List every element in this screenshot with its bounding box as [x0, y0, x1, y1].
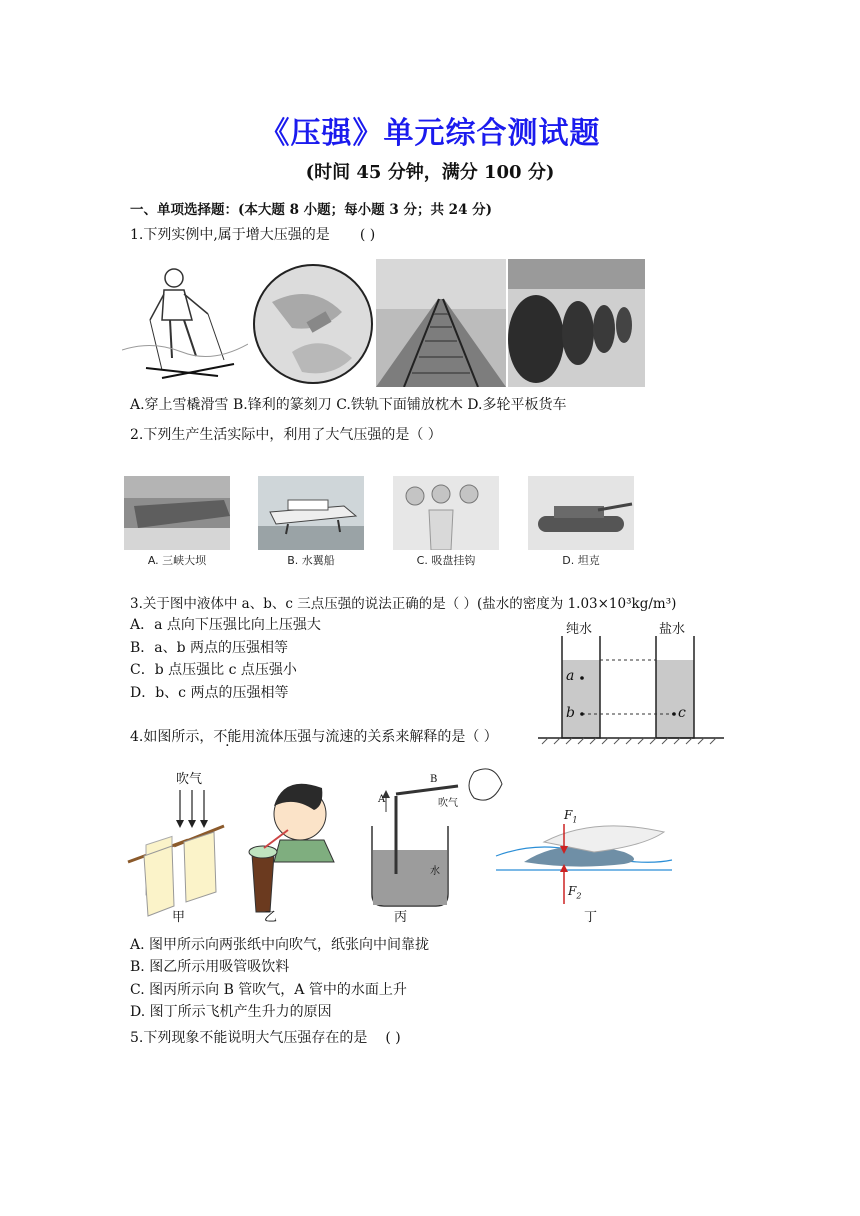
label-blow-2: 吹气: [438, 798, 458, 809]
hydrofoil-image: [258, 476, 364, 550]
label-point-b: b: [566, 705, 575, 721]
tank-image: [528, 476, 634, 550]
suction-hook-image: [393, 476, 499, 550]
question-3-option-d: D．b、c 两点的压强相等: [130, 685, 289, 701]
label-point-a: a: [566, 668, 575, 684]
page-subtitle: (时间 45 分钟，满分 100 分): [305, 162, 555, 183]
question-3-stem: 3.关于图中液体中 a、b、c 三点压强的说法正确的是（ ）(盐水的密度为 1.03×10³kg/m³): [130, 596, 677, 612]
label-bing: 丙: [394, 910, 408, 925]
label-tube-b: B: [430, 774, 438, 785]
label-yi: 乙: [264, 910, 278, 925]
question-3-option-c: C．b 点压强比 c 点压强小: [130, 662, 297, 678]
caption-tank: D. 坦克: [562, 554, 600, 567]
skier-image: [122, 260, 248, 386]
question-3-option-a: A．a 点向下压强比向上压强大: [130, 617, 321, 633]
emphasis-not: 不能: [213, 729, 242, 745]
question-4-stem: 4.如图所示，不能用流体压强与流速的关系来解释的是（ ）: [130, 729, 498, 745]
fluid-pressure-figure: [124, 766, 684, 926]
caption-three-gorges: A. 三峡大坝: [147, 554, 207, 567]
truck-wheels-image: [508, 259, 645, 387]
section-heading: 一、单项选择题：(本大题 8 小题；每小题 3 分；共 24 分): [130, 202, 493, 218]
label-f1: $F_1$: [564, 808, 578, 825]
question-1-options: A.穿上雪橇滑雪 B.锋利的篆刻刀 C.铁轨下面铺放枕木 D.多轮平板货车: [130, 397, 567, 413]
label-tube-a: A: [378, 794, 386, 805]
label-pure-water: 纯水: [566, 622, 593, 637]
question-5-stem: 5.下列现象不能说明大气压强存在的是 ( ): [130, 1030, 401, 1046]
question-2-stem: 2.下列生产生活实际中，利用了大气压强的是（ ）: [130, 427, 442, 443]
question-1-stem: 1.下列实例中,属于增大压强的是 ( ): [130, 227, 376, 243]
label-water: 水: [430, 866, 440, 877]
label-f2: $F_2$: [568, 884, 582, 901]
railway-image: [376, 259, 506, 387]
carving-knife-image: [252, 262, 374, 386]
label-blow: 吹气: [176, 772, 203, 787]
label-jia: 甲: [172, 910, 186, 925]
question-4-option-c: C. 图丙所示向 B 管吹气，A 管中的水面上升: [130, 982, 407, 998]
page-title: 《压强》单元综合测试题: [259, 116, 601, 151]
question-4-option-d: D. 图丁所示飞机产生升力的原因: [130, 1004, 332, 1020]
caption-suction-hook: C. 吸盘挂钩: [416, 554, 476, 567]
question-4-option-a: A. 图甲所示向两张纸中向吹气，纸张向中间靠拢: [130, 937, 430, 953]
liquid-containers-figure: [538, 616, 724, 746]
label-point-c: c: [678, 705, 686, 721]
three-gorges-dam-image: [124, 476, 230, 550]
question-3-option-b: B．a、b 两点的压强相等: [130, 640, 289, 656]
label-salt-water: 盐水: [659, 622, 686, 637]
question-4-option-b: B. 图乙所示用吸管吸饮料: [130, 959, 290, 975]
label-ding: 丁: [584, 910, 598, 925]
caption-hydrofoil: B. 水翼船: [287, 554, 335, 567]
